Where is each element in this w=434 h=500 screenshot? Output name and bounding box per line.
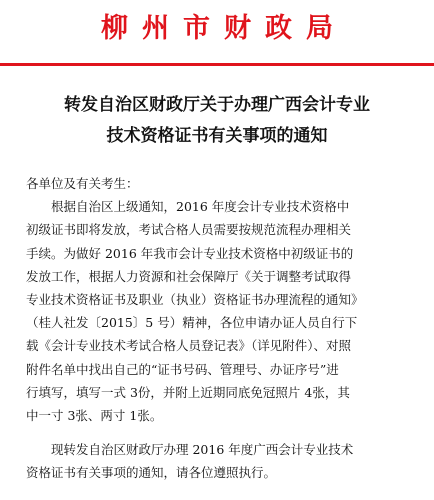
- document-body: [26, 172, 414, 484]
- body-line: 发放工作，根据人力资源和社会保障厅《关于调整考试取得: [26, 268, 352, 284]
- body-line: 行填写，填写一式 3份，并附上近期同底免冠照片 4张，其: [26, 384, 350, 400]
- closing-line: 资格证书有关事项的通知，请各位遵照执行。: [26, 465, 277, 481]
- body-line: 专业技术资格证书及职业（执业）资格证书办理流程的通知》: [26, 291, 364, 307]
- paragraph-gap: [26, 427, 414, 438]
- body-line: 手续。为做好 2016 年我市会计专业技术资格中初级证书的: [26, 245, 354, 261]
- masthead-title: 柳州市财政局: [101, 13, 347, 44]
- salutation: 各单位及有关考生：: [26, 176, 139, 191]
- body-line: 载《会计专业技术考试合格人员登记表》（详见附件）、对照: [26, 338, 352, 354]
- closing-line: 现转发自治区财政厅办理 2016 年度广西会计专业技术: [51, 442, 354, 458]
- red-divider-rule: [0, 63, 434, 66]
- body-line: （桂人社发〔2015〕5 号）精神，各位申请办证人员自行下: [26, 315, 358, 331]
- body-line: 根据自治区上级通知，2016 年度会计专业技术资格中: [51, 199, 350, 215]
- body-line: 初级证书即将发放，考试合格人员需要按规范流程办理相关: [26, 222, 352, 238]
- body-line: 中一寸 3张、两寸 1张。: [26, 407, 163, 423]
- body-line: 附件名单中找出自己的“证书号码、管理号、办证序号”进: [26, 361, 339, 377]
- document-title-line-1: 转发自治区财政厅关于办理广西会计专业: [64, 95, 370, 115]
- document-title-line-2: 技术资格证书有关事项的通知: [106, 126, 328, 146]
